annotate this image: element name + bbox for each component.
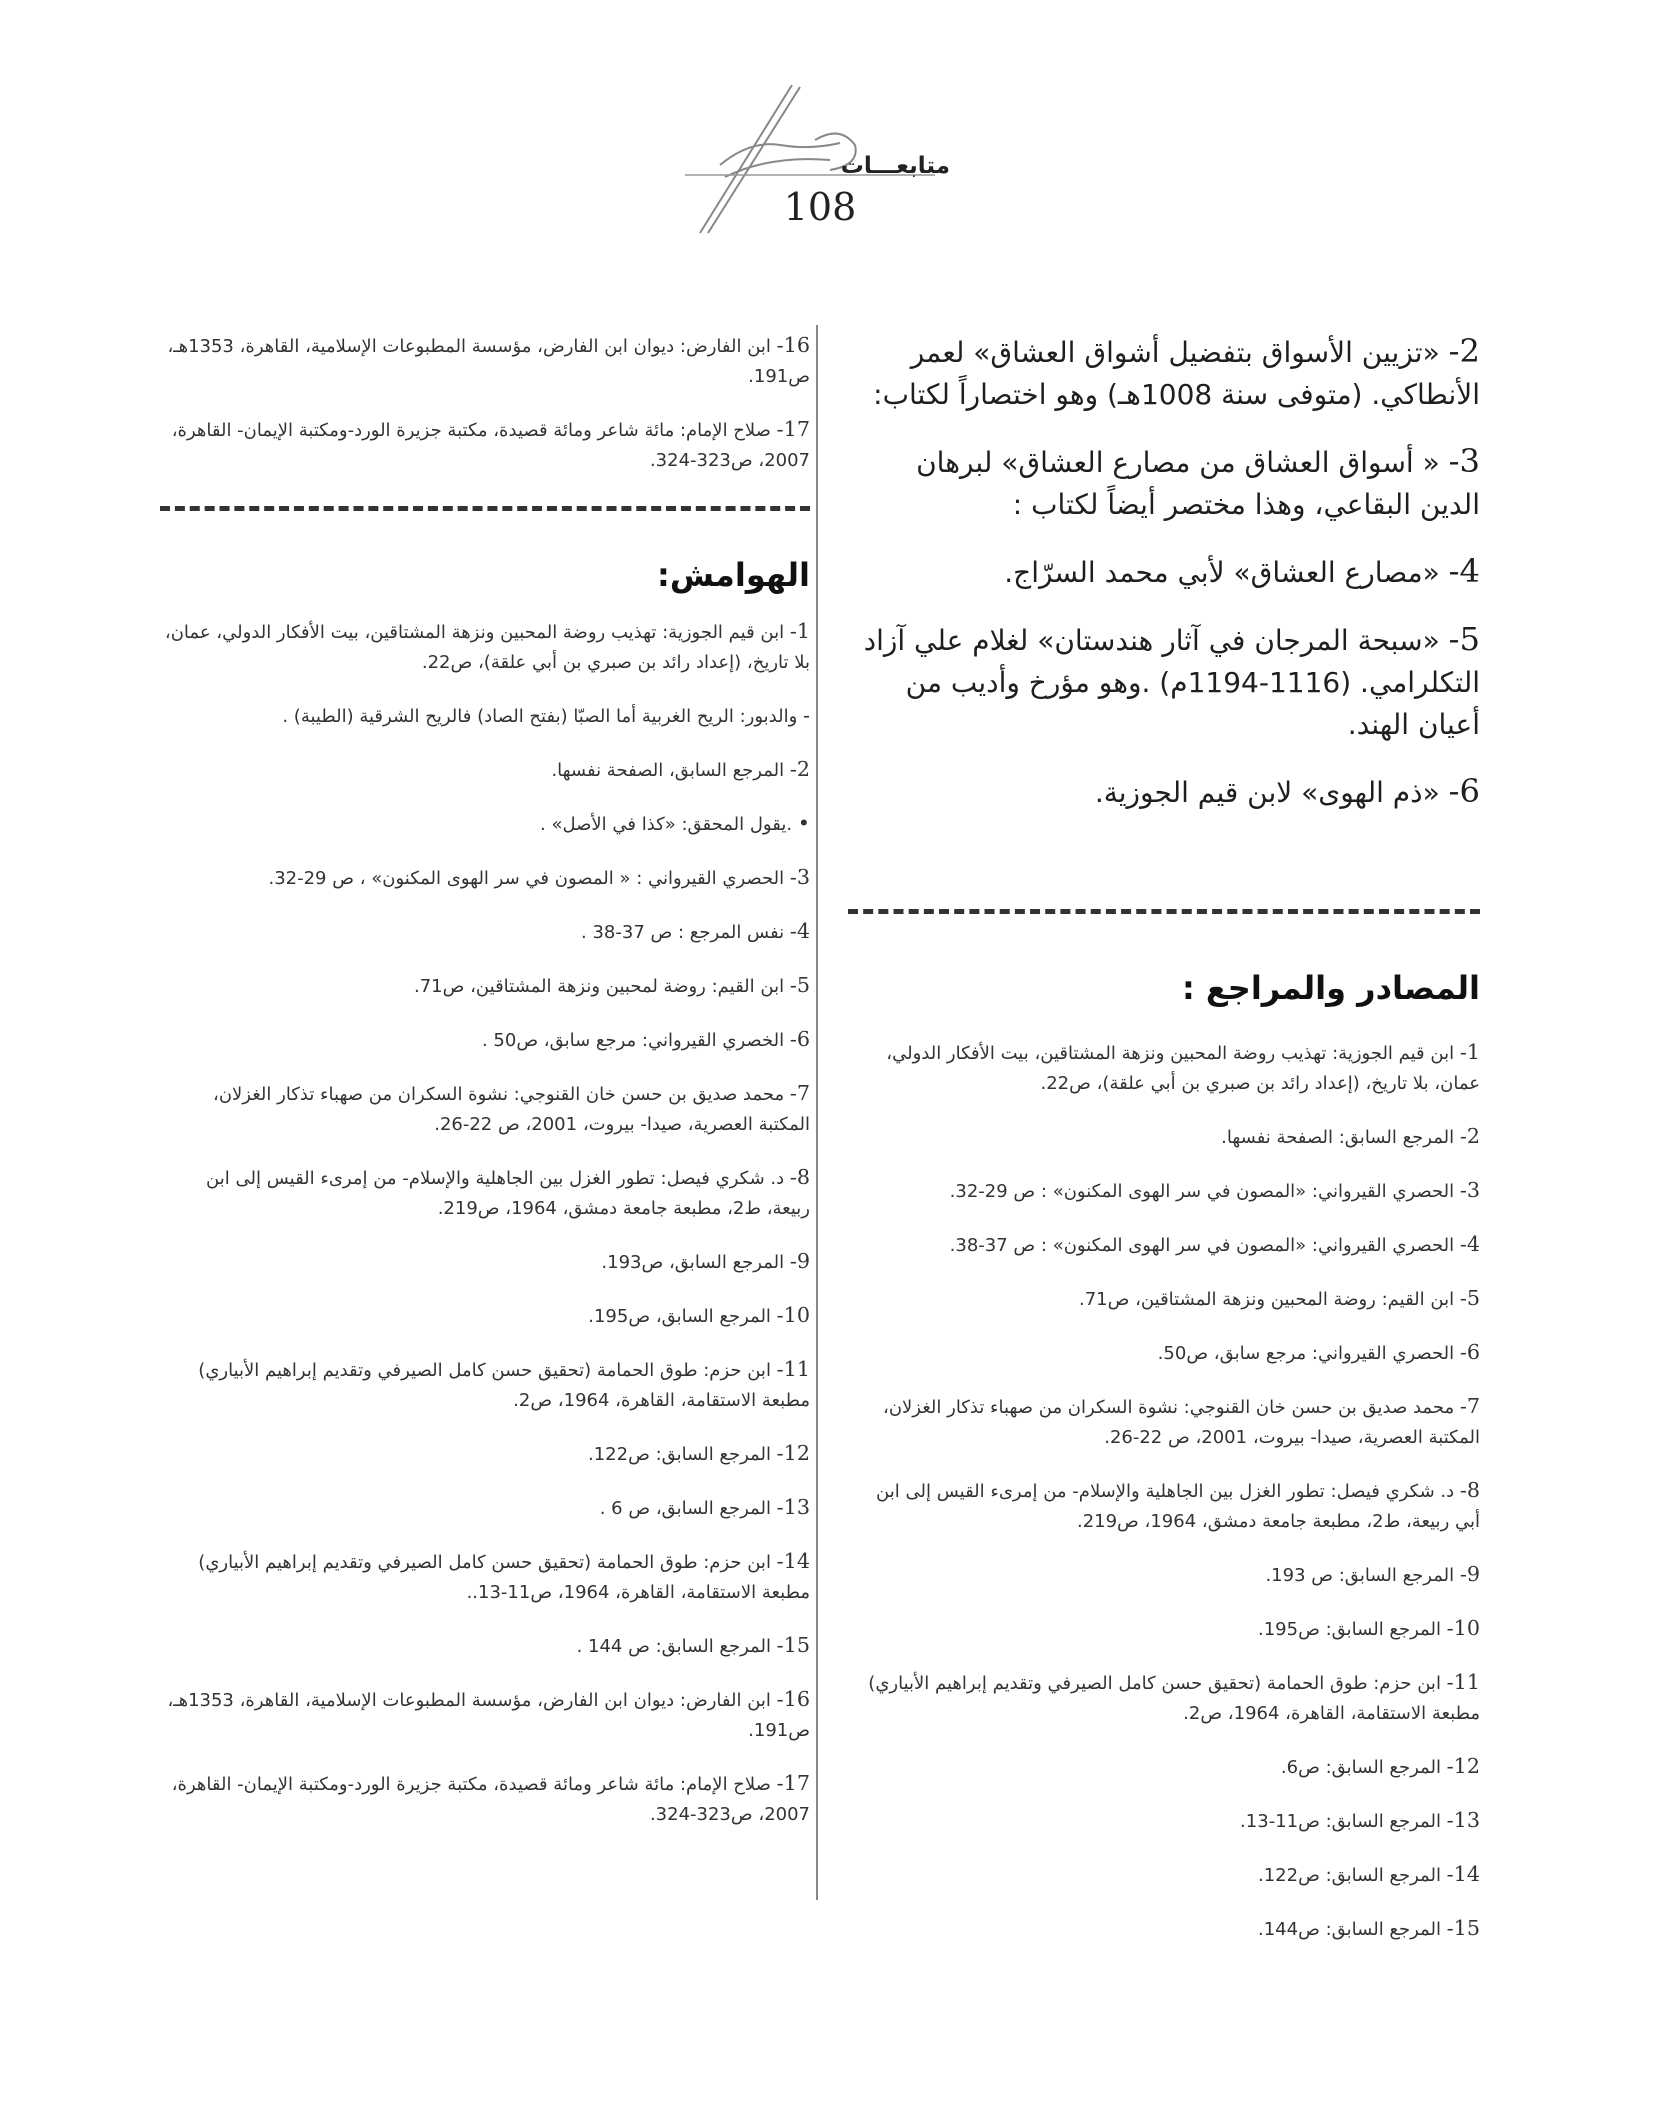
note-item [160,1684,810,1746]
item-text: المرجع السابق: ص 193. [1265,1565,1460,1586]
note-item [160,1438,810,1470]
reference-item [160,414,810,476]
item-text: «مصارع العشاق» لأبي محمد السرّاج. [1004,556,1449,589]
left-column [160,330,810,1852]
item-text: المرجع السابق، الصفحة نفسها. [551,760,790,781]
item-number: 5- [1459,1286,1480,1310]
item-text: المرجع السابق، ص195. [588,1306,777,1327]
item-text: ابن الفارض: ديوان ابن الفارض، مؤسسة المطبوعات الإسلامية، القاهرة، 1353هـ، ص191. [167,1690,810,1741]
item-text: «تزيين الأسواق بتفضيل أشواق العشاق» لعمر الأنطاكي. (متوفى سنة 1008هـ) وهو اختصاراً لكتاب: [873,336,1480,411]
item-number: 5- [1448,620,1480,658]
note-item [160,1246,810,1278]
note-item [160,1768,810,1830]
source-item [848,1121,1480,1153]
item-text: «ذم الهوى» لابن قيم الجوزية. [1094,776,1449,809]
note-item [160,1078,810,1140]
item-number: 8- [789,1165,810,1189]
item-text: الحصري القيرواني: مرجع سابق، ص50. [1157,1343,1460,1364]
sources-heading: المصادر والمراجع : [1181,969,1480,1007]
item-number: 10- [776,1303,810,1327]
item-text: الخصري القيرواني: مرجع سابق، ص50 . [481,1030,790,1051]
note-item [160,862,810,894]
item-number: 14- [1446,1862,1480,1886]
item-text: محمد صديق بن حسن خان القنوجي: نشوة السكران من صهباء تذكار الغزلان، المكتبة العصرية، صيدا- بيروت، 2001، ص 22-26. [213,1084,810,1135]
item-number: 10- [1446,1616,1480,1640]
column-divider [816,325,818,1900]
item-text: ابن قيم الجوزية: تهذيب روضة المحبين ونزهة المشتاقين، بيت الأفكار الدولي، عمان، بلا تاريخ، (إعداد رائد بن صبري بن أبي علقة)، ص22. [164,622,810,673]
item-number: - [803,703,810,727]
section-title: متابعـــات [840,153,950,179]
source-item [848,1283,1480,1315]
note-item [160,916,810,948]
item-number: 2- [1448,332,1480,370]
item-text: « أسواق العشاق من مصارع العشاق» لبرهان الدين البقاعي، وهذا مختصر أيضاً لكتاب : [916,446,1480,521]
item-number: 4- [1459,1232,1480,1256]
item-text: الحصري القيرواني : « المصون في سر الهوى المكنون» ، ص 29-32. [268,868,790,889]
item-text: ابن قيم الجوزية: تهذيب روضة المحبين ونزهة المشتاقين، بيت الأفكار الدولي، عمان، بلا تاريخ، (إعداد رائد بن صبري بن أبي علقة)، ص22. [886,1043,1480,1094]
item-number: 7- [1459,1394,1480,1418]
note-item [160,1024,810,1056]
item-text: د. شكري فيصل: تطور الغزل بين الجاهلية والإسلام- من إمرىء القيس إلى ابن أبي ربيعة، ط2، مطبعة جامعة دمشق، 1964، ص219. [876,1481,1480,1532]
note-item [160,1492,810,1524]
item-number: 3- [1459,1178,1480,1202]
item-text: صلاح الإمام: مائة شاعر ومائة قصيدة، مكتبة جزيرة الورد-ومكتبة الإيمان- القاهرة، 2007، ص323-324. [171,1774,810,1825]
dashed-separator [160,506,810,511]
item-number: 8- [1459,1478,1480,1502]
sources-list [848,1037,1480,1945]
note-item [160,616,810,678]
item-text: نفس المرجع : ص 37-38 . [581,922,790,943]
source-item [848,1175,1480,1207]
source-item [848,1037,1480,1099]
item-text: المرجع السابق: ص122. [588,1444,777,1465]
item-text: المرجع السابق: ص6. [1280,1757,1447,1778]
book-item [848,440,1480,526]
item-number: 9- [1459,1562,1480,1586]
item-text: محمد صديق بن حسن خان القنوجي: نشوة السكران من صهباء تذكار الغزلان، المكتبة العصرية، صيدا- بيروت، 2001، ص 22-26. [883,1397,1480,1448]
source-item [848,1751,1480,1783]
source-item [848,1613,1480,1645]
note-item [160,1162,810,1224]
item-number: 16- [776,333,810,357]
source-item [848,1913,1480,1945]
item-number: 17- [776,1771,810,1795]
item-number: 13- [1446,1808,1480,1832]
item-number: 12- [1446,1754,1480,1778]
book-item [848,770,1480,814]
item-number: 17- [776,417,810,441]
source-item [848,1667,1480,1729]
item-number: 2- [1459,1124,1480,1148]
books-list [848,330,1480,814]
item-text: المرجع السابق: الصفحة نفسها. [1221,1127,1460,1148]
page-header [0,85,1654,235]
source-item [848,1391,1480,1453]
item-number: 6- [1459,1340,1480,1364]
source-item [848,1805,1480,1837]
item-number: 15- [1446,1916,1480,1940]
page-number: 108 [783,185,857,229]
item-number: 11- [1446,1670,1480,1694]
source-item [848,1475,1480,1537]
note-item [160,970,810,1002]
item-text: صلاح الإمام: مائة شاعر ومائة قصيدة، مكتبة جزيرة الورد-ومكتبة الإيمان- القاهرة، 2007، ص323-324. [171,420,810,471]
item-number: 9- [789,1249,810,1273]
item-number: 15- [776,1633,810,1657]
item-text: ابن حزم: طوق الحمامة (تحقيق حسن كامل الصيرفي وتقديم إبراهيم الأبياري) مطبعة الاستقامة، القاهرة، 1964، ص2. [198,1360,810,1411]
item-number: 13- [776,1495,810,1519]
source-item [848,1559,1480,1591]
item-text: المرجع السابق: ص 144 . [576,1636,777,1657]
note-item [160,1546,810,1608]
item-number: 4- [1448,552,1480,590]
book-item [848,550,1480,594]
item-number: 1- [789,619,810,643]
item-number: 14- [776,1549,810,1573]
note-item [160,700,810,732]
note-item [160,1354,810,1416]
item-text: «سبحة المرجان في آثار هندستان» لغلام علي آزاد التكلرامي. (1116-1194م) .وهو مؤرخ وأديب من أعيان الهند. [863,624,1480,741]
item-number: 11- [776,1357,810,1381]
item-number: 3- [1448,442,1480,480]
item-number: 5- [789,973,810,997]
note-item [160,1630,810,1662]
item-number: 16- [776,1687,810,1711]
item-number: 2- [789,757,810,781]
book-item [848,330,1480,416]
item-number: 6- [789,1027,810,1051]
continued-references-list [160,330,810,476]
item-text: ابن الفارض: ديوان ابن الفارض، مؤسسة المطبوعات الإسلامية، القاهرة، 1353هـ، ص191. [167,336,810,387]
source-item [848,1859,1480,1891]
note-item [160,754,810,786]
item-text: .يقول المحقق: «كذا في الأصل» . [540,814,798,835]
dashed-separator [848,909,1480,914]
item-text: المرجع السابق: ص195. [1258,1619,1447,1640]
item-text: المرجع السابق: ص11-13. [1240,1811,1447,1832]
item-text: المرجع السابق، ص 6 . [599,1498,777,1519]
item-text: ابن حزم: طوق الحمامة (تحقيق حسن كامل الصيرفي وتقديم إبراهيم الأبياري) مطبعة الاستقامة، القاهرة، 1964، ص11-13.. [198,1552,810,1603]
item-text: المرجع السابق، ص193. [601,1252,790,1273]
item-number: 6- [1448,772,1480,810]
source-item [848,1229,1480,1261]
item-text: المرجع السابق: ص122. [1258,1865,1447,1886]
note-item [160,808,810,840]
note-item [160,1300,810,1332]
item-text: والدبور: الريح الغربية أما الصبّا (بفتح الصاد) فالريح الشرقية (الطيبة) . [282,706,803,727]
notes-heading: الهوامش: [657,556,810,594]
reference-item [160,330,810,392]
item-number: 4- [789,919,810,943]
item-text: ابن القيم: روضة لمحبين ونزهة المشتاقين، ص71. [414,976,790,997]
book-item [848,618,1480,746]
item-text: الحصري القيرواني: «المصون في سر الهوى المكنون» : ص 29-32. [949,1181,1460,1202]
notes-list [160,616,810,1830]
item-text: المرجع السابق: ص144. [1258,1919,1447,1940]
item-number: 7- [789,1081,810,1105]
item-number: 3- [789,865,810,889]
right-column [848,330,1480,1967]
item-text: ابن القيم: روضة المحبين ونزهة المشتاقين، ص71. [1079,1289,1460,1310]
source-item [848,1337,1480,1369]
item-number: • [797,811,810,835]
item-number: 1- [1459,1040,1480,1064]
item-number: 12- [776,1441,810,1465]
item-text: ابن حزم: طوق الحمامة (تحقيق حسن كامل الصيرفي وتقديم إبراهيم الأبياري) مطبعة الاستقامة، القاهرة، 1964، ص2. [868,1673,1480,1724]
item-text: د. شكري فيصل: تطور الغزل بين الجاهلية والإسلام- من إمرىء القيس إلى ابن ربيعة، ط2، مطبعة جامعة دمشق، 1964، ص219. [206,1168,810,1219]
item-text: الحصري القيرواني: «المصون في سر الهوى المكنون» : ص 37-38. [949,1235,1460,1256]
